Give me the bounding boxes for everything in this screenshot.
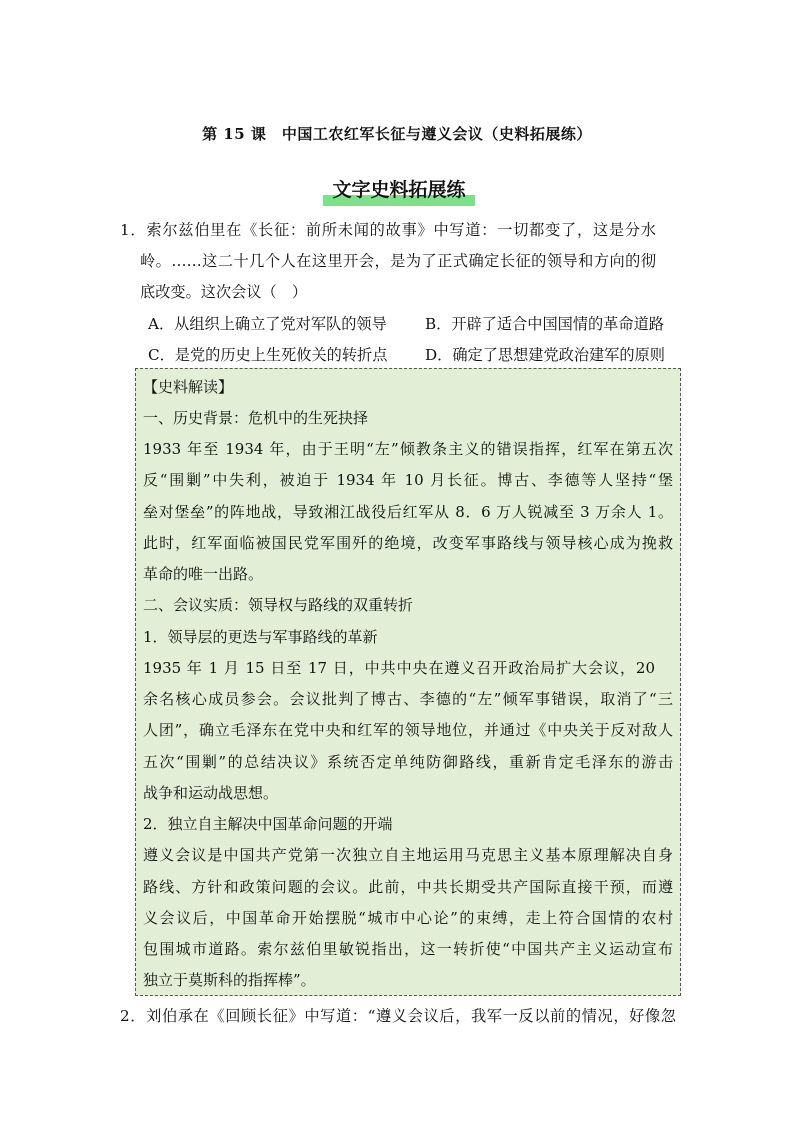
section-heading-text: 文字史料拓展练 [332, 179, 466, 201]
analysis-paragraph-line: 路线、方针和政策问题的会议。此前，中共长期受共产国际直接干预，而遵 [143, 878, 673, 896]
analysis-paragraph-line: 义会议后，中国革命开始摆脱“城市中心论”的束缚，走上符合国情的农村 [143, 909, 673, 927]
question1-line-3: 底改变。这次会议（ ） [140, 283, 308, 301]
analysis-paragraph-line: 五次“围剿”的总结决议》系统否定单纯防御路线，重新肯定毛泽东的游击 [143, 753, 673, 771]
analysis-paragraph-line: 独立于莫斯科的指挥棒”。 [143, 971, 316, 989]
question1-line-2: 岭。……这二十几个人在这里开会，是为了正式确定长征的领导和方向的彻 [140, 252, 656, 270]
section-heading [323, 178, 475, 206]
analysis-paragraph-line: 人团”，确立毛泽东在党中央和红军的领导地位，并通过《中央关于反对敌人 [143, 721, 673, 739]
page-title: 第 15 课 中国工农红军长征与遵义会议（史料拓展练） [202, 125, 592, 143]
analysis-paragraph-line: 包围城市道路。索尔兹伯里敏锐指出，这一转折使“中国共产主义运动宣布 [143, 940, 673, 958]
question1-line-1: 1．索尔兹伯里在《长征：前所未闻的故事》中写道：一切都变了，这是分水 [120, 221, 656, 239]
question1-option-b[interactable]: B．开辟了适合中国国情的革命道路 [425, 315, 664, 333]
analysis-heading-1: 一、历史背景：危机中的生死抉择 [143, 409, 369, 427]
analysis-paragraph-line: 余名核心成员参会。会议批判了博古、李德的“左”倾军事错误，取消了“三 [143, 690, 673, 708]
analysis-paragraph-line: 此时，红军面临被国民党军围歼的绝境，改变军事路线与领导核心成为挽救 [143, 534, 673, 552]
question1-option-a[interactable]: A．从组织上确立了党对军队的领导 [148, 315, 387, 333]
analysis-paragraph-line: 1935 年 1 月 15 日至 17 日，中共中央在遵义召开政治局扩大会议，20 [143, 659, 655, 677]
analysis-paragraph-line: 遵义会议是中国共产党第一次独立自主地运用马克思主义基本原理解决自身 [143, 846, 673, 864]
question2-line-1: 2．刘伯承在《回顾长征》中写道：“遵义会议后，我军一反以前的情况，好像忽 [120, 1007, 676, 1025]
analysis-paragraph-line: 战争和运动战思想。 [143, 784, 279, 802]
analysis-paragraph-line: 革命的唯一出路。 [143, 565, 264, 583]
analysis-paragraph-line: 1933 年至 1934 年，由于王明“左”倾教条主义的错误指挥，红军在第五次 [143, 440, 673, 458]
analysis-subheading-1: 1．领导层的更迭与军事路线的革新 [143, 628, 378, 646]
analysis-box [135, 368, 681, 996]
analysis-header: 【史料解读】 [143, 378, 234, 396]
analysis-paragraph-line: 反“围剿”中失利，被迫于 1934 年 10 月长征。博古、李德等人坚持“堡 [143, 471, 673, 489]
analysis-paragraph-line: 垒对堡垒”的阵地战，导致湘江战役后红军从 8．6 万人锐减至 3 万余人 1。 [143, 503, 673, 521]
analysis-heading-2: 二、会议实质：领导权与路线的双重转折 [143, 596, 414, 614]
question1-option-c[interactable]: C．是党的历史上生死攸关的转折点 [148, 346, 388, 364]
analysis-subheading-2: 2．独立自主解决中国革命问题的开端 [143, 815, 393, 833]
question1-option-d[interactable]: D．确定了思想建党政治建军的原则 [425, 346, 665, 364]
